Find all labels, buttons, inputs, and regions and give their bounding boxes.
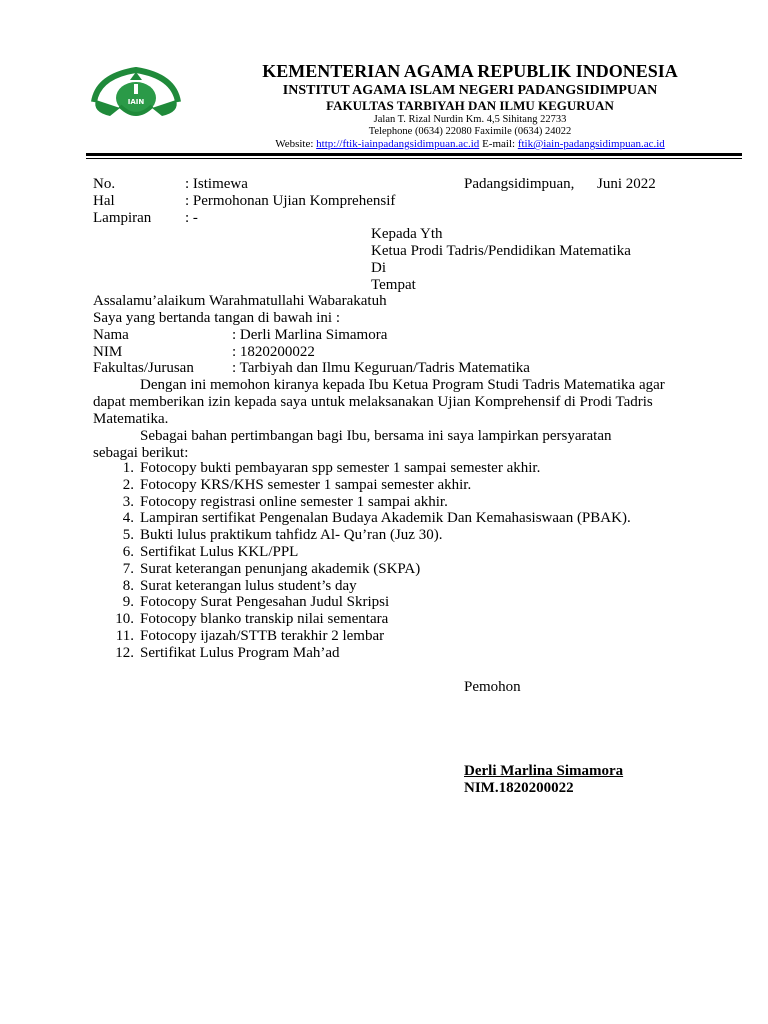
list-item-number: 12. [115, 644, 134, 661]
lampiran-value: : - [185, 210, 198, 226]
list-item-number: 4. [122, 510, 134, 527]
list-item-text: Sertifikat Lulus KKL/PPL [140, 543, 299, 560]
requirements-list [93, 460, 631, 662]
list-item-text: Surat keterangan lulus student’s day [140, 577, 357, 594]
signature-role: Pemohon [464, 679, 521, 695]
address-line: Jalan T. Rizal Nurdin Km. 4,5 Sihitang 22733 [373, 114, 567, 125]
identity-value-faculty: : Tarbiyah dan Ilmu Keguruan/Tadris Matematika [232, 360, 530, 376]
list-item [122, 476, 631, 494]
list-item-text: Sertifikat Lulus Program Mah’ad [140, 644, 340, 661]
list-item-text: Bukti lulus praktikum tahfidz Al- Qu’ran (Juz 30). [140, 527, 443, 544]
website-link[interactable]: http://ftik-iainpadangsidimpuan.ac.id [316, 138, 480, 150]
list-item [122, 527, 631, 544]
list-item-number: 11. [115, 627, 134, 644]
recipient-line-2: Ketua Prodi Tadris/Pendidikan Matematika [371, 243, 631, 259]
ministry-title: KEMENTERIAN AGAMA REPUBLIK INDONESIA [262, 61, 678, 81]
header-rule-thick [86, 153, 742, 156]
website-label: Website: [275, 138, 317, 150]
place-label: Padangsidimpuan, [464, 176, 575, 192]
list-item [122, 543, 631, 561]
identity-label-nim: NIM [93, 344, 123, 360]
list-item [122, 460, 631, 477]
identity-value-name: : Derli Marlina Simamora [232, 327, 388, 343]
list-item-number: 8. [122, 577, 134, 594]
list-item [122, 594, 631, 611]
identity-value-nim: : 1820200022 [232, 344, 315, 360]
list-item-text: Fotocopy registrasi online semester 1 sampai akhir. [140, 493, 448, 510]
list-item-text: Fotocopy blanko transkip nilai sementara [140, 611, 389, 628]
list-item-text: Fotocopy KRS/KHS semester 1 sampai semester akhir. [140, 476, 472, 493]
list-item-number: 10. [115, 611, 134, 628]
institute-title: INSTITUT AGAMA ISLAM NEGERI PADANGSIDIMPUAN [282, 83, 658, 98]
identity-label-faculty: Fakultas/Jurusan [93, 360, 194, 376]
recipient-line-3: Di [371, 260, 386, 276]
list-item [115, 627, 631, 645]
signature-nim: NIM.1820200022 [464, 780, 574, 796]
recipient-line-4: Tempat [371, 277, 416, 293]
signature-name: Derli Marlina Simamora [464, 763, 624, 779]
list-item [122, 560, 631, 578]
no-value: : Istimewa [185, 176, 248, 192]
institution-logo [90, 62, 182, 124]
email-label: E-mail: [479, 138, 518, 150]
date-label: Juni 2022 [597, 176, 656, 192]
hal-label: Hal [93, 193, 115, 209]
phone-line: Telephone (0634) 22080 Faximile (0634) 24022 [368, 126, 572, 137]
hal-value: : Permohonan Ujian Komprehensif [185, 193, 396, 209]
intro-line: Saya yang bertanda tangan di bawah ini : [93, 310, 341, 326]
greeting: Assalamu’alaikum Warahmatullahi Wabarakatuh [93, 293, 387, 309]
list-item-number: 2. [122, 476, 134, 493]
recipient-line-1: Kepada Yth [371, 226, 443, 242]
list-item [122, 577, 631, 595]
header-rule-thin [86, 158, 742, 159]
body-paragraph-2: Sebagai bahan pertimbangan bagi Ibu, bersama ini saya lampirkan persyaratan sebagai berikut: [93, 428, 612, 461]
list-item-number: 5. [122, 527, 134, 544]
faculty-title: FAKULTAS TARBIYAH DAN ILMU KEGURUAN [326, 98, 614, 113]
logo-text: IAIN [127, 98, 145, 106]
no-label: No. [93, 176, 116, 192]
list-item [122, 493, 631, 511]
list-item-text: Surat keterangan penunjang akademik (SKPA) [140, 560, 421, 577]
list-item [122, 510, 631, 527]
body-paragraph-1: Dengan ini memohon kiranya kepada Ibu Ketua Program Studi Tadris Matematika agar dapat memberikan izin kepada saya untuk melaksanakan Ujian Komprehensif di Prodi Tadris Matematika. [93, 377, 665, 427]
list-item-number: 1. [122, 460, 134, 476]
lampiran-label: Lampiran [93, 210, 152, 226]
list-item [115, 611, 631, 628]
list-item-number: 6. [122, 543, 134, 560]
list-item-text: Lampiran sertifikat Pengenalan Budaya Akademik Dan Kemahasiswaan (PBAK). [140, 510, 631, 527]
list-item-text: Fotocopy bukti pembayaran spp semester 1 sampai semester akhir. [140, 460, 541, 476]
identity-label-name: Nama [93, 327, 129, 343]
contact-line [200, 138, 740, 150]
email-link[interactable]: ftik@iain-padangsidimpuan.ac.id [517, 138, 665, 150]
list-item-number: 9. [122, 594, 134, 611]
list-item-number: 3. [122, 493, 134, 510]
list-item-text: Fotocopy ijazah/STTB terakhir 2 lembar [140, 627, 385, 644]
list-item-text: Fotocopy Surat Pengesahan Judul Skripsi [140, 594, 390, 611]
list-item-number: 7. [122, 560, 134, 577]
list-item [115, 644, 631, 662]
